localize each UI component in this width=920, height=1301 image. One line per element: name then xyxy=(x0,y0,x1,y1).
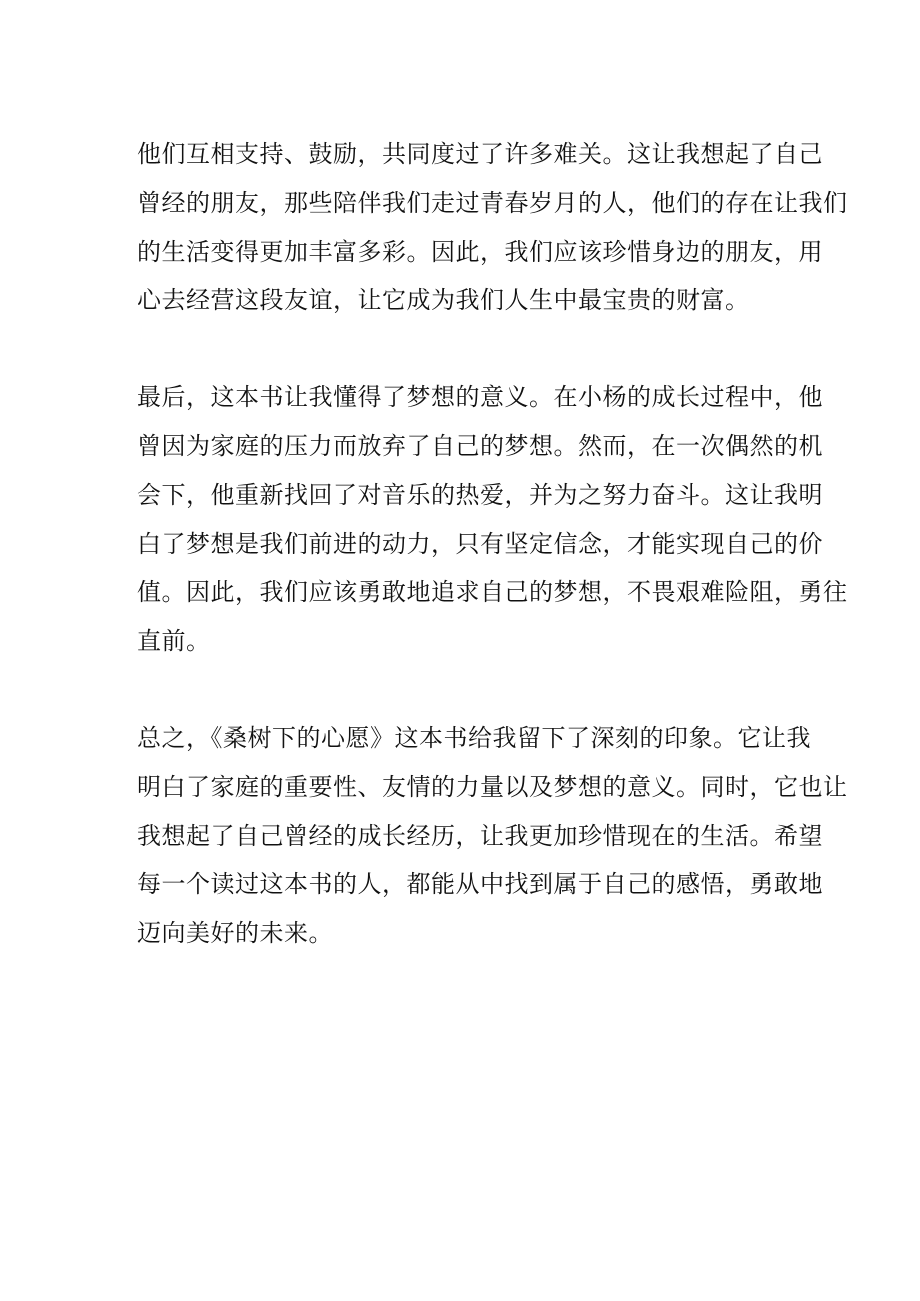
text-line: 值。因此，我们应该勇敢地追求自己的梦想，不畏艰难险阻，勇往 xyxy=(137,578,848,607)
text-line: 白了梦想是我们前进的动力，只有坚定信念，才能实现自己的价 xyxy=(137,529,823,558)
text-line: 明白了家庭的重要性、友情的力量以及梦想的意义。同时，它也让 xyxy=(137,772,848,801)
text-line: 他们互相支持、鼓励，共同度过了许多难关。这让我想起了自己 xyxy=(137,140,823,168)
text-line: 直前。 xyxy=(137,627,211,656)
text-line: 会下，他重新找回了对音乐的热爱，并为之努力奋斗。这让我明 xyxy=(137,480,823,509)
text-line: 每一个读过这本书的人，都能从中找到属于自己的感悟，勇敢地 xyxy=(137,870,823,899)
text-line: 心去经营这段友谊，让它成为我们人生中最宝贵的财富。 xyxy=(137,286,750,315)
text-line: 最后，这本书让我懂得了梦想的意义。在小杨的成长过程中，他 xyxy=(137,383,823,412)
text-line: 的生活变得更加丰富多彩。因此，我们应该珍惜身边的朋友，用 xyxy=(137,237,823,266)
paragraph-conclusion xyxy=(137,714,848,958)
text-line: 曾因为家庭的压力而放弃了自己的梦想。然而，在一次偶然的机 xyxy=(137,431,823,460)
document-body xyxy=(137,130,848,958)
paragraph-dreams xyxy=(137,373,848,666)
text-line: 曾经的朋友，那些陪伴我们走过青春岁月的人，他们的存在让我们 xyxy=(137,188,848,217)
text-line: 总之，《桑树下的心愿》这本书给我留下了深刻的印象。它让我 xyxy=(137,723,811,752)
text-line: 我想起了自己曾经的成长经历，让我更加珍惜现在的生活。希望 xyxy=(137,821,823,850)
paragraph-friendship xyxy=(137,130,848,325)
text-line: 迈向美好的未来。 xyxy=(137,919,333,948)
